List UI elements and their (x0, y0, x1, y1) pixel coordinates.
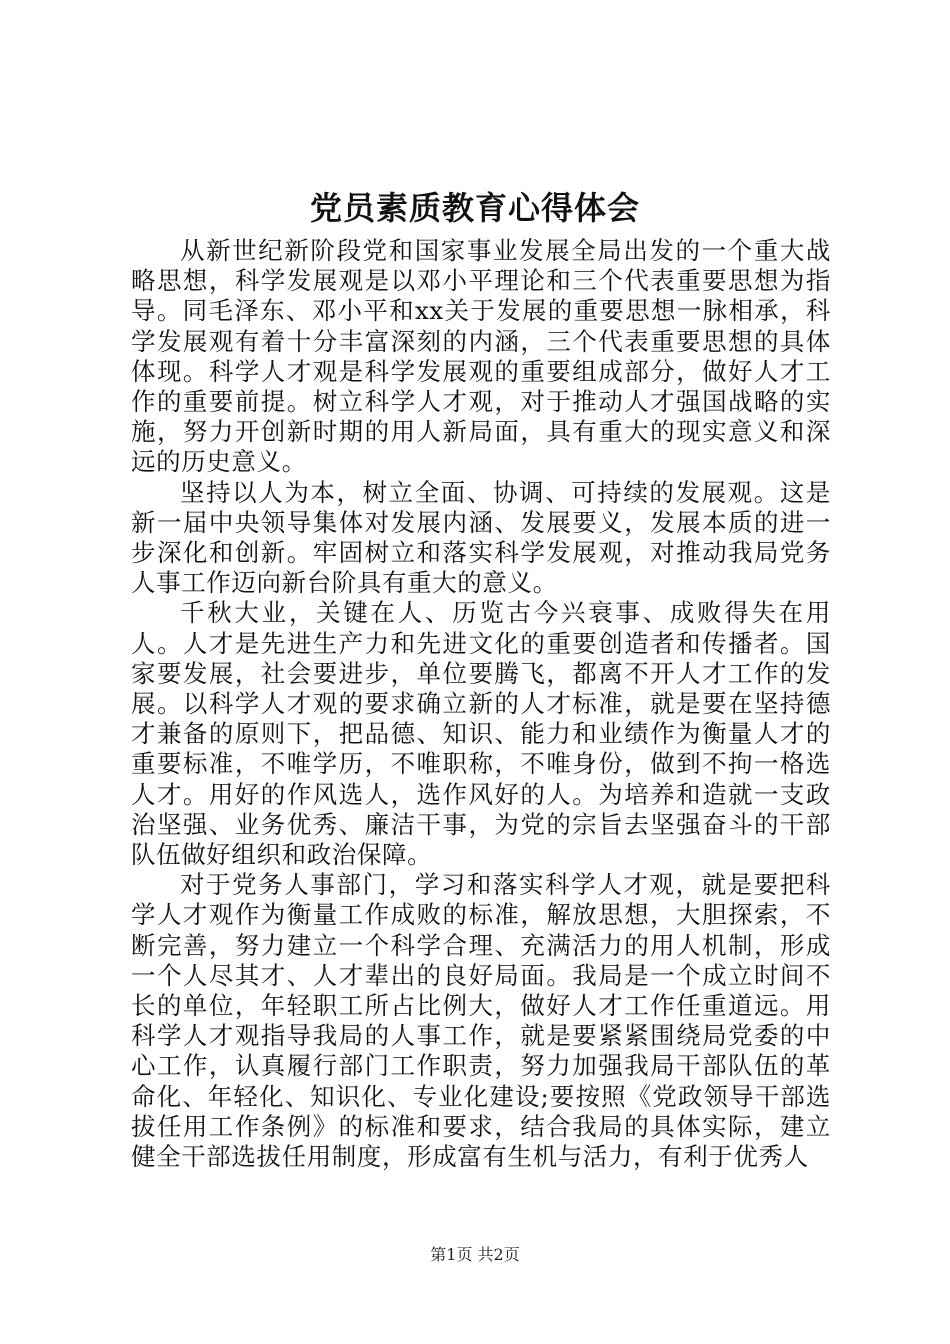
document-body (131, 236, 831, 1172)
document-title: 党员素质教育心得体会 (309, 189, 640, 227)
paragraph-4: 对于党务人事部门，学习和落实科学人才观，就是要把科学人才观作为衡量工作成败的标准，解放思想，大胆探索，不断完善，努力建立一个科学合理、充满活力的用人机制，形成一个人尽其才、人才辈出的良好局面。我局是一个成立时间不长的单位，年轻职工所占比例大，做好人才工作任重道远。用科学人才观指导我局的人事工作，就是要紧紧围绕局党委的中心工作，认真履行部门工作职责，努力加强我局干部队伍的革命化、年轻化、知识化、专业化建设;要按照《党政领导干部选拔任用工作条例》的标准和要求，结合我局的具体实际，建立健全干部选拔任用制度，形成富有生机与活力，有利于优秀人 (131, 870, 831, 1172)
paragraph-2: 坚持以人为本，树立全面、协调、可持续的发展观。这是新一届中央领导集体对发展内涵、发展要义，发展本质的进一步深化和创新。牢固树立和落实科学发展观，对推动我局党务人事工作迈向新台阶具有重大的意义。 (131, 477, 831, 598)
page-footer: 第1页 共2页 (430, 1245, 520, 1264)
paragraph-3: 千秋大业，关键在人、历览古今兴衰事、成败得失在用人。人才是先进生产力和先进文化的重要创造者和传播者。国家要发展，社会要进步，单位要腾飞，都离不开人才工作的发展。以科学人才观的要求确立新的人才标准，就是要在坚持德才兼备的原则下，把品德、知识、能力和业绩作为衡量人才的重要标准，不唯学历，不唯职称，不唯身份，做到不拘一格选人才。用好的作风选人，选作风好的人。为培养和造就一支政治坚强、业务优秀、廉洁干事，为党的宗旨去坚强奋斗的干部队伍做好组织和政治保障。 (131, 598, 831, 870)
paragraph-1: 从新世纪新阶段党和国家事业发展全局出发的一个重大战略思想，科学发展观是以邓小平理论和三个代表重要思想为指导。同毛泽东、邓小平和xx关于发展的重要思想一脉相承，科学发展观有着十分丰富深刻的内涵，三个代表重要思想的具体体现。科学人才观是科学发展观的重要组成部分，做好人才工作的重要前提。树立科学人才观，对于推动人才强国战略的实施，努力开创新时期的用人新局面，具有重大的现实意义和深远的历史意义。 (131, 236, 831, 477)
